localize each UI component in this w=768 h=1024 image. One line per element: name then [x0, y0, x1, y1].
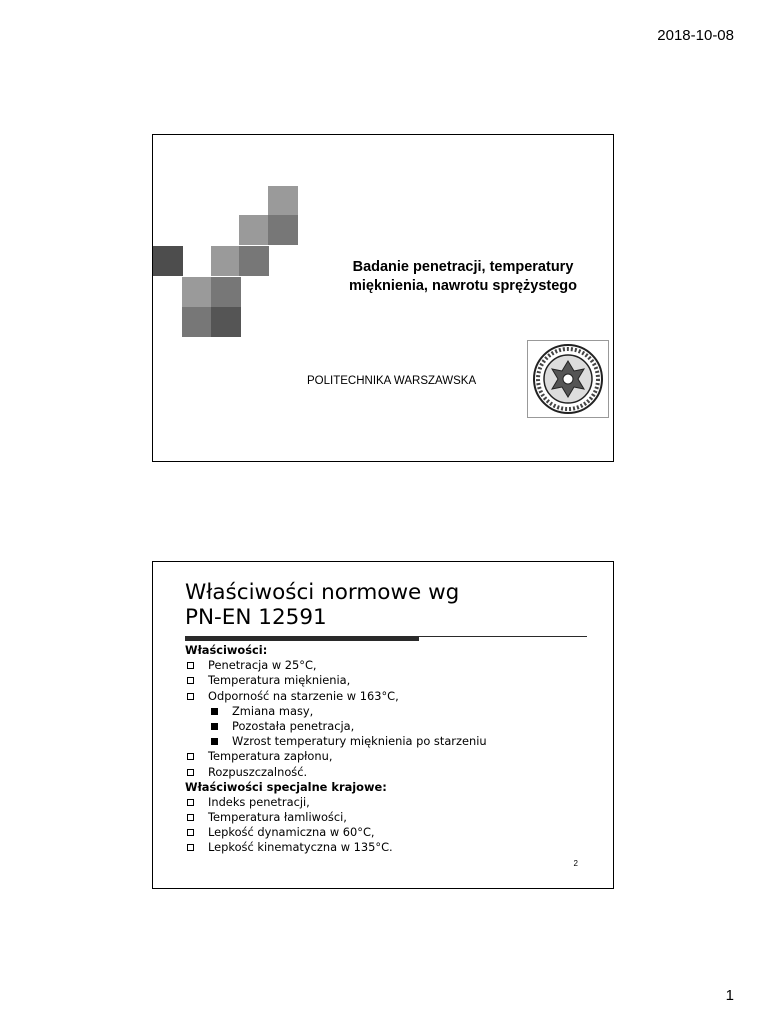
- list-item-text: Indeks penetracji,: [208, 794, 310, 809]
- deco-square: [211, 246, 241, 276]
- list-item: [185, 840, 605, 855]
- hollow-square-bullet-icon: [187, 769, 194, 776]
- org-name: POLITECHNIKA WARSZAWSKA: [307, 375, 477, 387]
- list-item-text: Właściwości:: [185, 643, 268, 657]
- list-item-text: Lepkość dynamiczna w 60°C,: [208, 825, 375, 840]
- deco-square: [182, 307, 212, 337]
- list-item-text: Temperatura zapłonu,: [208, 749, 333, 764]
- university-emblem-icon: [527, 340, 609, 418]
- slide2-title: [185, 580, 459, 630]
- hollow-square-bullet-icon: [187, 799, 194, 806]
- filled-square-bullet-icon: [211, 723, 218, 730]
- slide-number: 2: [573, 859, 578, 868]
- slide1-title-line2: mięknienia, nawrotu sprężystego: [348, 278, 578, 294]
- deco-square: [268, 215, 298, 245]
- deco-square: [211, 277, 241, 307]
- hollow-square-bullet-icon: [187, 829, 194, 836]
- title-underline-bar: [185, 636, 419, 641]
- list-item-text: Temperatura łamliwości,: [208, 810, 347, 825]
- hollow-square-bullet-icon: [187, 814, 194, 821]
- list-item: [185, 658, 605, 673]
- slide-properties-thumbnail: [152, 561, 614, 889]
- list-item: [185, 795, 605, 810]
- list-item-text: Zmiana masy,: [232, 703, 314, 718]
- list-item: [185, 673, 605, 688]
- properties-list: [185, 643, 605, 856]
- deco-square: [239, 215, 269, 245]
- list-item: [185, 749, 605, 764]
- list-item: [185, 689, 605, 704]
- deco-square: [239, 246, 269, 276]
- slide-title-thumbnail: [152, 134, 614, 462]
- deco-square: [153, 246, 183, 276]
- list-item: [185, 825, 605, 840]
- page-number: 1: [725, 987, 734, 1004]
- list-heading: [185, 780, 605, 795]
- hollow-square-bullet-icon: [187, 693, 194, 700]
- slide2-title-line2: PN-EN 12591: [185, 605, 327, 630]
- filled-square-bullet-icon: [211, 738, 218, 745]
- list-subitem: [185, 734, 605, 749]
- slide1-title-line1: Badanie penetracji, temperatury: [352, 259, 574, 275]
- list-item-text: Rozpuszczalność.: [208, 764, 308, 779]
- list-item-text: Wzrost temperatury mięknienia po starzeniu: [232, 734, 487, 749]
- list-heading: [185, 643, 605, 658]
- list-item-text: Odporność na starzenie w 163°C,: [208, 688, 399, 703]
- list-subitem: [185, 719, 605, 734]
- hollow-square-bullet-icon: [187, 753, 194, 760]
- deco-square: [182, 277, 212, 307]
- list-item-text: Penetracja w 25°C,: [208, 658, 317, 673]
- title-underline-rule: [419, 636, 587, 637]
- slide1-title: [318, 258, 608, 296]
- filled-square-bullet-icon: [211, 708, 218, 715]
- list-item-text: Temperatura mięknienia,: [208, 673, 351, 688]
- page-date: 2018-10-08: [657, 27, 734, 44]
- hollow-square-bullet-icon: [187, 662, 194, 669]
- list-item-text: Pozostała penetracja,: [232, 718, 355, 733]
- list-subitem: [185, 704, 605, 719]
- list-item-text: Lepkość kinematyczna w 135°C.: [208, 840, 393, 855]
- list-item-text: Właściwości specjalne krajowe:: [185, 779, 387, 794]
- deco-square: [211, 307, 241, 337]
- slide2-title-line1: Właściwości normowe wg: [185, 580, 460, 605]
- deco-square: [268, 186, 298, 216]
- list-item: [185, 765, 605, 780]
- list-item: [185, 810, 605, 825]
- hollow-square-bullet-icon: [187, 844, 194, 851]
- hollow-square-bullet-icon: [187, 677, 194, 684]
